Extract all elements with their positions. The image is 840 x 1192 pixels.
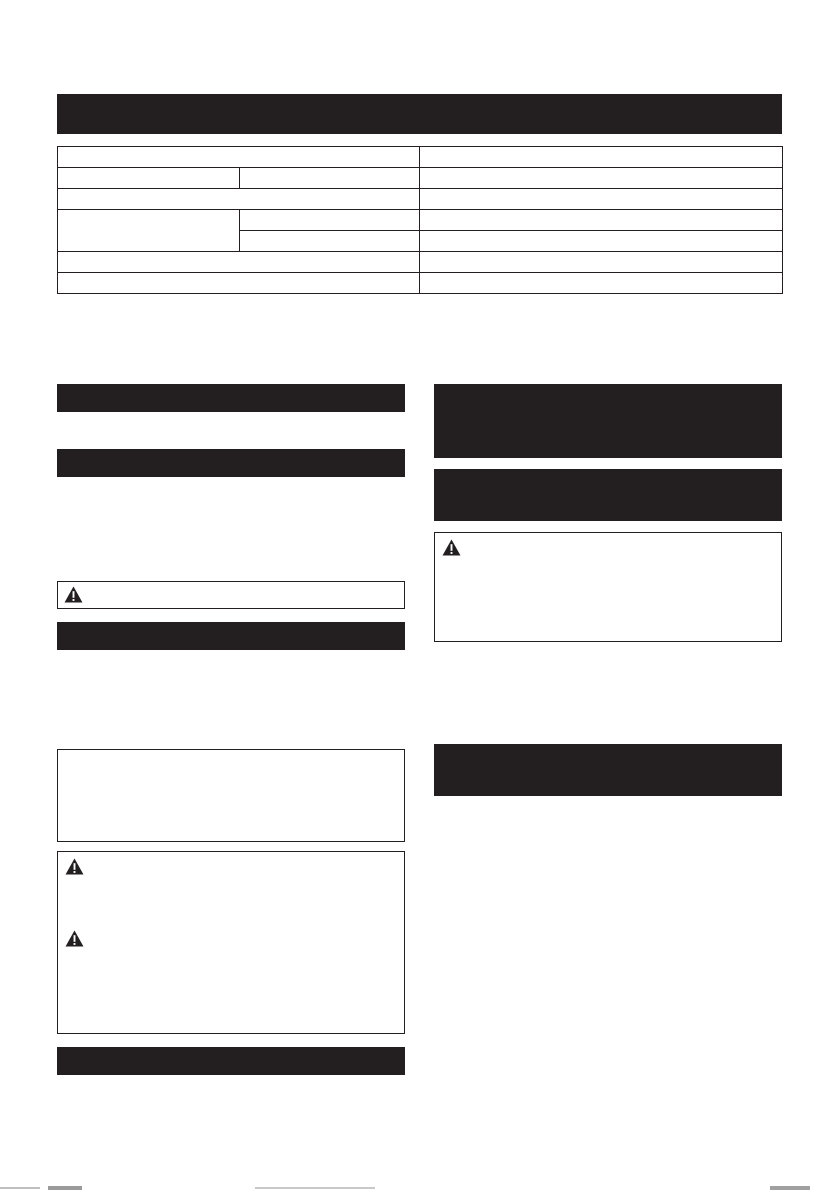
table-cell [58,147,420,168]
table-cell [420,168,783,189]
title-bar [57,94,782,134]
section-heading-bar [57,622,405,650]
table-cell [420,210,783,231]
table-cell [240,210,420,231]
section-heading-bar [57,384,405,412]
table-cell [58,168,240,189]
table-cell [420,273,783,294]
warning-box [57,851,405,1034]
table-row [58,252,783,273]
table-cell [58,189,420,210]
table-cell [58,273,420,294]
warning-triangle-icon [64,586,83,603]
table-cell [420,231,783,252]
note-box [57,749,405,842]
warning-box [434,532,782,642]
section-heading-bar [57,449,405,477]
section-heading-bar [434,744,782,796]
section-heading-bar [434,384,782,458]
table-cell [420,252,783,273]
table-row [58,147,783,168]
print-edge-strip [0,1186,840,1192]
warning-triangle-icon [65,930,84,947]
table-row [58,210,783,231]
table-cell [420,147,783,168]
spec-table [57,146,783,294]
table-row [58,168,783,189]
table-cell [240,168,420,189]
table-row [58,273,783,294]
warning-line-box [57,581,405,609]
warning-triangle-icon [65,858,84,875]
section-heading-bar [434,469,782,521]
warning-triangle-icon [442,539,461,556]
table-cell [58,210,240,252]
table-cell [240,231,420,252]
table-cell [420,189,783,210]
section-heading-bar [57,1047,405,1075]
table-row [58,189,783,210]
table-cell [58,252,420,273]
